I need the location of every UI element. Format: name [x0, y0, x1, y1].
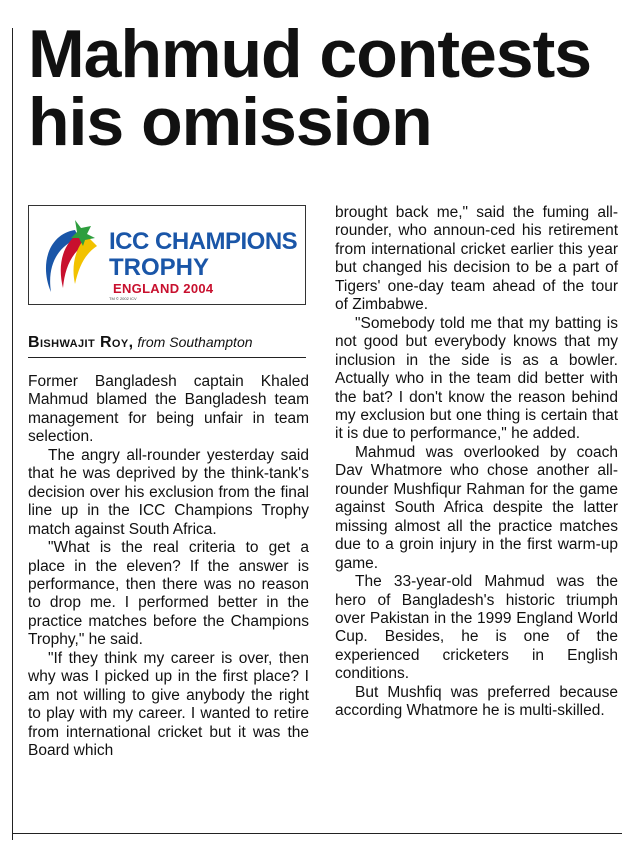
article-paragraph: "Somebody told me that my batting is not good but everybody knows that my inclusion in the side is as a bowler. Actually who in the team did better with the bat? I don't know the reason behind my exclusion but one thing is certain that it is due to performance," he added. [335, 314, 618, 443]
logo-trademark: TM © 2002 ICV [109, 296, 137, 301]
byline-author: Bishwajit Roy, [28, 334, 134, 351]
article-paragraph: The 33-year-old Mahmud was the hero of Bangladesh's historic triumph over Pakistan in the 1999 England World Cup. Besides, he is one of the experienced cricketers in English conditions. [335, 573, 618, 683]
byline [28, 333, 306, 352]
headline-line-2: his omission [28, 84, 432, 160]
left-column-rule [12, 28, 13, 840]
trophy-swoosh-icon [35, 212, 109, 300]
byline-location: from Southampton [137, 334, 253, 350]
logo-title-line-2: TROPHY [109, 254, 210, 281]
article-paragraph: Mahmud was overlooked by coach Dav Whatmore who chose another all-rounder Mushfiqur Rahman for the game against South Africa despite the latter missing almost all the practice matches due to a groin injury in the first warm-up game. [335, 443, 618, 572]
article-paragraph: Former Bangladesh captain Khaled Mahmud blamed the Bangladesh team management for being unfair in team selection. [28, 373, 309, 446]
article-paragraph: brought back me," said the fuming all-rounder, who announ-ced his retirement from international cricket earlier this year but changed his decision to be a part of Tigers' one-day team ahead of the tour of Zimbabwe. [335, 204, 618, 314]
article-paragraph: But Mushfiq was preferred because according Whatmore he is multi-skilled. [335, 683, 618, 720]
logo-title-line-1: ICC CHAMPIONS [109, 228, 298, 255]
article-paragraph: "What is the real criteria to get a place in the eleven? If the answer is performance, then there was no reason to drop me. I performed better in the practice matches before the Champions Trophy," he said. [28, 539, 309, 649]
headline [28, 16, 618, 160]
byline-divider [28, 357, 306, 358]
article-column-right [335, 204, 618, 721]
article-paragraph: "If they think my career is over, then why was I picked up in the first place? I am not willing to give anybody the right to play with my career. I wanted to retire from international cricket but it was the Board which [28, 649, 309, 760]
icc-champions-trophy-logo [28, 205, 306, 305]
headline-line-1: Mahmud contests [28, 16, 592, 92]
bottom-rule [12, 833, 622, 834]
logo-event-line: ENGLAND 2004 [113, 281, 214, 296]
article-column-left [28, 373, 309, 761]
article-paragraph: The angry all-rounder yesterday said that he was deprived by the think-tank's decision over his exclusion from the final line up in the ICC Champions Trophy match against South Africa. [28, 446, 309, 538]
